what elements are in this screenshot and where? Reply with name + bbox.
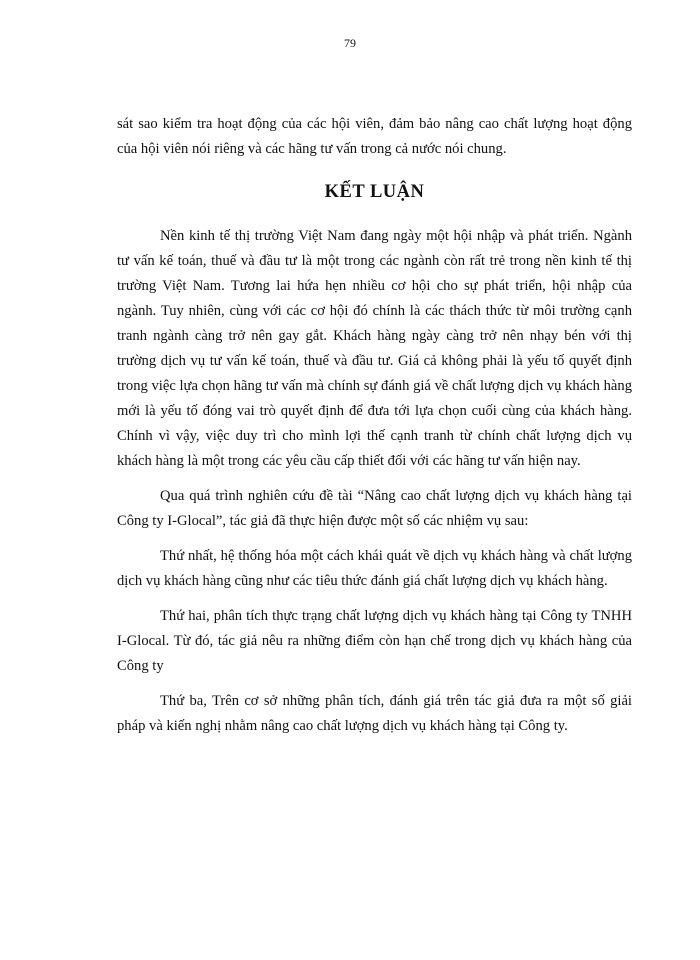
paragraph-intro: Nền kinh tế thị trường Việt Nam đang ngày một hội nhập và phát triển. Ngành tư vấn kế toán, thuế và đầu tư là một trong các ngành còn rất trẻ trong nền kinh tế thị trường Việt Nam. Tương lai hứa hẹn nhiều cơ hội cho sự phát triển, hội nhập của ngành. Tuy nhiên, cùng với các cơ hội đó chính là các thách thức từ môi trường cạnh tranh ngành càng trở nên gay gắt. Khách hàng ngày càng trở nên nhạy bén với thị trường dịch vụ tư vấn kế toán, thuế và đầu tư. Giá cả không phải là yếu tố quyết định trong việc lựa chọn hãng tư vấn mà chính sự đánh giá về chất lượng dịch vụ khách hàng mới là yếu tố đóng vai trò quyết định để đưa tới lựa chọn cuối cùng của khách hàng. Chính vì vậy, việc duy trì cho mình lợi thế cạnh tranh từ chính chất lượng dịch vụ khách hàng là một trong các yêu cầu cấp thiết đối với các hãng tư vấn hiện nay. bbox=[117, 228, 632, 469]
page-number: 79 bbox=[344, 36, 356, 50]
paragraph-research: Qua quá trình nghiên cứu đề tài “Nâng cao chất lượng dịch vụ khách hàng tại Công ty I-Glocal”, tác giả đã thực hiện được một số các nhiệm vụ sau: bbox=[117, 488, 632, 529]
paragraph-second: Thứ hai, phân tích thực trạng chất lượng dịch vụ khách hàng tại Công ty TNHH I-Glocal. Từ đó, tác giả nêu ra những điểm còn hạn chế trong dịch vụ khách hàng của Công ty bbox=[117, 608, 632, 674]
paragraph-first: Thứ nhất, hệ thống hóa một cách khái quát về dịch vụ khách hàng và chất lượng dịch vụ khách hàng cũng như các tiêu thức đánh giá chất lượng dịch vụ khách hàng. bbox=[117, 548, 632, 589]
page-body bbox=[117, 112, 632, 749]
lead-paragraph: sát sao kiểm tra hoạt động của các hội viên, đảm bảo nâng cao chất lượng hoạt động của hội viên nói riêng và các hãng tư vấn trong cả nước nói chung. bbox=[117, 116, 632, 157]
paragraph-third: Thứ ba, Trên cơ sở những phân tích, đánh giá trên tác giả đưa ra một số giải pháp và kiến nghị nhằm nâng cao chất lượng dịch vụ khách hàng tại Công ty. bbox=[117, 693, 632, 734]
section-heading: KẾT LUẬN bbox=[324, 182, 425, 202]
